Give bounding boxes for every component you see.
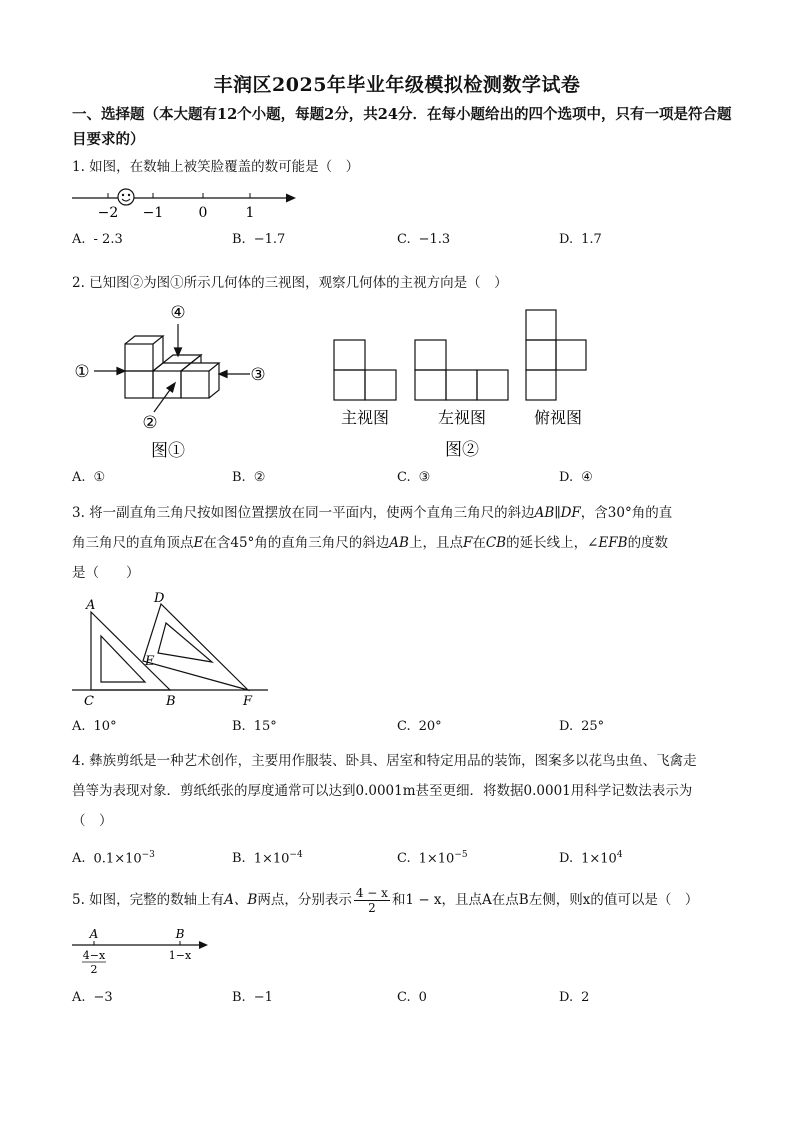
- option-key: C.: [397, 719, 411, 734]
- q4-line-2: 兽等为表现对象．剪纸纸张的厚度通常可以达到0.0001m甚至更细．将数据0.0001用科学记数法表示为: [72, 783, 693, 799]
- q3-math: AB∥DF: [534, 505, 581, 521]
- q1-tick-label: 0: [198, 205, 208, 221]
- option-c[interactable]: [397, 470, 430, 485]
- option-key: B.: [232, 990, 246, 1005]
- point-label-a: A: [86, 598, 96, 613]
- q5-text: 两点，分别表示: [257, 892, 352, 908]
- q4-options: [72, 850, 722, 872]
- option-text: 0.1×10: [93, 851, 142, 867]
- page-title: 丰润区2025年毕业年级模拟检测数学试卷: [213, 74, 581, 96]
- q3-figure: [72, 590, 272, 710]
- smiley-face-icon: [118, 189, 134, 205]
- q5-text: 和1 − x，且点A在点B左侧，则x的值可以是（ ）: [391, 892, 699, 908]
- option-exponent: −3: [141, 850, 155, 860]
- q5-stem: [72, 880, 732, 920]
- option-c[interactable]: [397, 232, 450, 247]
- option-a[interactable]: [72, 990, 113, 1005]
- point-label-b: B: [175, 927, 185, 941]
- q3-line-1: [72, 498, 732, 528]
- option-a[interactable]: [72, 232, 123, 247]
- q4-line-1: 4. 彝族剪纸是一种艺术创作，主要用作服装、卧具、居室和特定用品的装饰，图案多以花鸟虫鱼、飞禽走: [72, 753, 697, 769]
- option-key: C.: [397, 851, 411, 867]
- option-text: ③: [418, 470, 431, 485]
- q5-options: [72, 990, 722, 1012]
- view-label-3: ③: [250, 365, 266, 385]
- option-key: B.: [232, 470, 246, 485]
- q2-options: [72, 470, 722, 492]
- option-exponent: −5: [454, 850, 468, 860]
- option-key: D.: [559, 470, 574, 485]
- q5-number-line: [72, 924, 222, 976]
- q2-stem: 2. 已知图②为图①所示几何体的三视图，观察几何体的主视方向是（ ）: [72, 275, 508, 291]
- q5-fraction: [354, 886, 390, 915]
- q3-math: CB: [485, 535, 507, 551]
- section-heading: 一、选择题（本大题有12个小题，每题2分，共24分．在每小题给出的四个选项中，只有一项是符合题目要求的）: [72, 106, 732, 148]
- option-key: C.: [397, 232, 411, 247]
- point-label-c: C: [84, 694, 94, 709]
- option-c[interactable]: [397, 719, 442, 734]
- option-key: A.: [72, 470, 86, 485]
- option-text: 10°: [93, 719, 117, 734]
- front-view-label: 主视图: [340, 408, 390, 427]
- option-c[interactable]: [397, 990, 427, 1005]
- q3-line-2: [72, 528, 732, 558]
- q4-stem: [72, 746, 732, 836]
- point-label-f: F: [243, 694, 253, 709]
- q1-tick-label: −2: [97, 205, 119, 221]
- q3-math: AB: [389, 535, 409, 551]
- option-text: 1×10: [253, 851, 290, 867]
- value-b: 1−x: [168, 949, 192, 962]
- figure-1-caption: 图①: [151, 441, 185, 461]
- option-key: D.: [559, 990, 574, 1005]
- q1-number-line: [72, 186, 302, 222]
- option-key: C.: [397, 470, 411, 485]
- option-text: ④: [581, 470, 593, 485]
- q1-tick-label: 1: [245, 205, 255, 221]
- option-a[interactable]: [72, 470, 105, 485]
- view-label-2: ②: [142, 413, 158, 433]
- q3-text: 在含45°角的直角三角尺的斜边: [203, 535, 390, 551]
- option-key: A.: [72, 990, 86, 1005]
- q3-text: 在: [472, 535, 486, 551]
- option-key: B.: [232, 719, 246, 734]
- option-b[interactable]: [232, 719, 277, 734]
- option-b[interactable]: [232, 990, 273, 1005]
- view-label-4: ④: [170, 303, 186, 323]
- point-label-d: D: [154, 591, 165, 606]
- option-d[interactable]: [559, 232, 602, 247]
- point-label-e: E: [145, 654, 155, 669]
- value-a-numerator: 4−x: [82, 949, 106, 962]
- point-label-b: B: [166, 694, 176, 709]
- q3-stem: [72, 498, 732, 588]
- q3-math: E: [193, 535, 204, 551]
- option-text: 1×10: [418, 851, 455, 867]
- option-key: D.: [559, 851, 574, 867]
- option-b[interactable]: [232, 470, 265, 485]
- option-d[interactable]: [559, 719, 604, 734]
- q5-text: 5. 如图，完整的数轴上有: [72, 892, 225, 908]
- q1-stem: 1. 如图，在数轴上被笑脸覆盖的数可能是（ ）: [72, 159, 360, 175]
- q4-line-3: （ ）: [72, 813, 113, 829]
- option-text: 1.7: [581, 232, 602, 247]
- fraction-denominator: 2: [368, 901, 376, 915]
- option-key: D.: [559, 232, 574, 247]
- q5-math: A、B: [224, 892, 258, 908]
- option-text: 2: [581, 990, 590, 1005]
- q3-math: F: [462, 535, 473, 551]
- q2-figure-2: [325, 305, 605, 465]
- option-key: A.: [72, 851, 86, 867]
- option-b[interactable]: [232, 232, 285, 247]
- option-key: A.: [72, 232, 86, 247]
- option-text: 20°: [418, 719, 442, 734]
- q1-tick-label: −1: [142, 205, 164, 221]
- option-b[interactable]: [232, 850, 303, 866]
- option-d[interactable]: [559, 990, 589, 1005]
- view-label-1: ①: [74, 362, 90, 382]
- point-label-a: A: [89, 927, 99, 941]
- option-key: B.: [232, 851, 246, 867]
- fraction-numerator: 4 − x: [355, 886, 388, 900]
- option-text: ②: [253, 470, 266, 485]
- option-key: B.: [232, 232, 246, 247]
- figure-2-caption: 图②: [445, 440, 479, 460]
- option-d[interactable]: [559, 850, 623, 866]
- option-d[interactable]: [559, 470, 593, 485]
- option-exponent: 4: [616, 850, 623, 860]
- q3-math: ∠EFB: [587, 535, 628, 551]
- q3-text: 角三角尺的直角顶点: [72, 535, 194, 551]
- q3-text: 的延长线上，: [506, 535, 588, 551]
- q3-text: 上，且点: [408, 535, 463, 551]
- option-a[interactable]: [72, 719, 117, 734]
- option-text: −1: [253, 990, 273, 1005]
- option-text: 15°: [253, 719, 277, 734]
- option-key: A.: [72, 719, 86, 734]
- option-exponent: −4: [289, 850, 303, 860]
- option-key: D.: [559, 719, 574, 734]
- option-a[interactable]: [72, 850, 155, 866]
- option-text: −1.7: [253, 232, 286, 247]
- option-text: 25°: [581, 719, 605, 734]
- value-a-denominator: 2: [90, 963, 98, 976]
- q1-options: [72, 232, 722, 254]
- left-view-label: 左视图: [437, 408, 487, 427]
- option-text: - 2.3: [93, 232, 123, 247]
- q3-text: 3. 将一副直角三角尺按如图位置摆放在同一平面内，使两个直角三角尺的斜边: [72, 505, 535, 521]
- option-text: 0: [418, 990, 427, 1005]
- top-view-label: 俯视图: [533, 408, 583, 427]
- q3-text: ，含30°角的直: [580, 505, 673, 521]
- option-text: −1.3: [418, 232, 451, 247]
- option-key: C.: [397, 990, 411, 1005]
- q3-options: [72, 719, 722, 741]
- option-text: ①: [93, 470, 106, 485]
- option-c[interactable]: [397, 850, 468, 866]
- q3-text: 的度数: [627, 535, 669, 551]
- q2-figure-1: [72, 298, 282, 464]
- option-text: −3: [93, 990, 113, 1005]
- option-text: 1×10: [581, 851, 617, 867]
- q3-line-3: 是（ ）: [72, 565, 140, 581]
